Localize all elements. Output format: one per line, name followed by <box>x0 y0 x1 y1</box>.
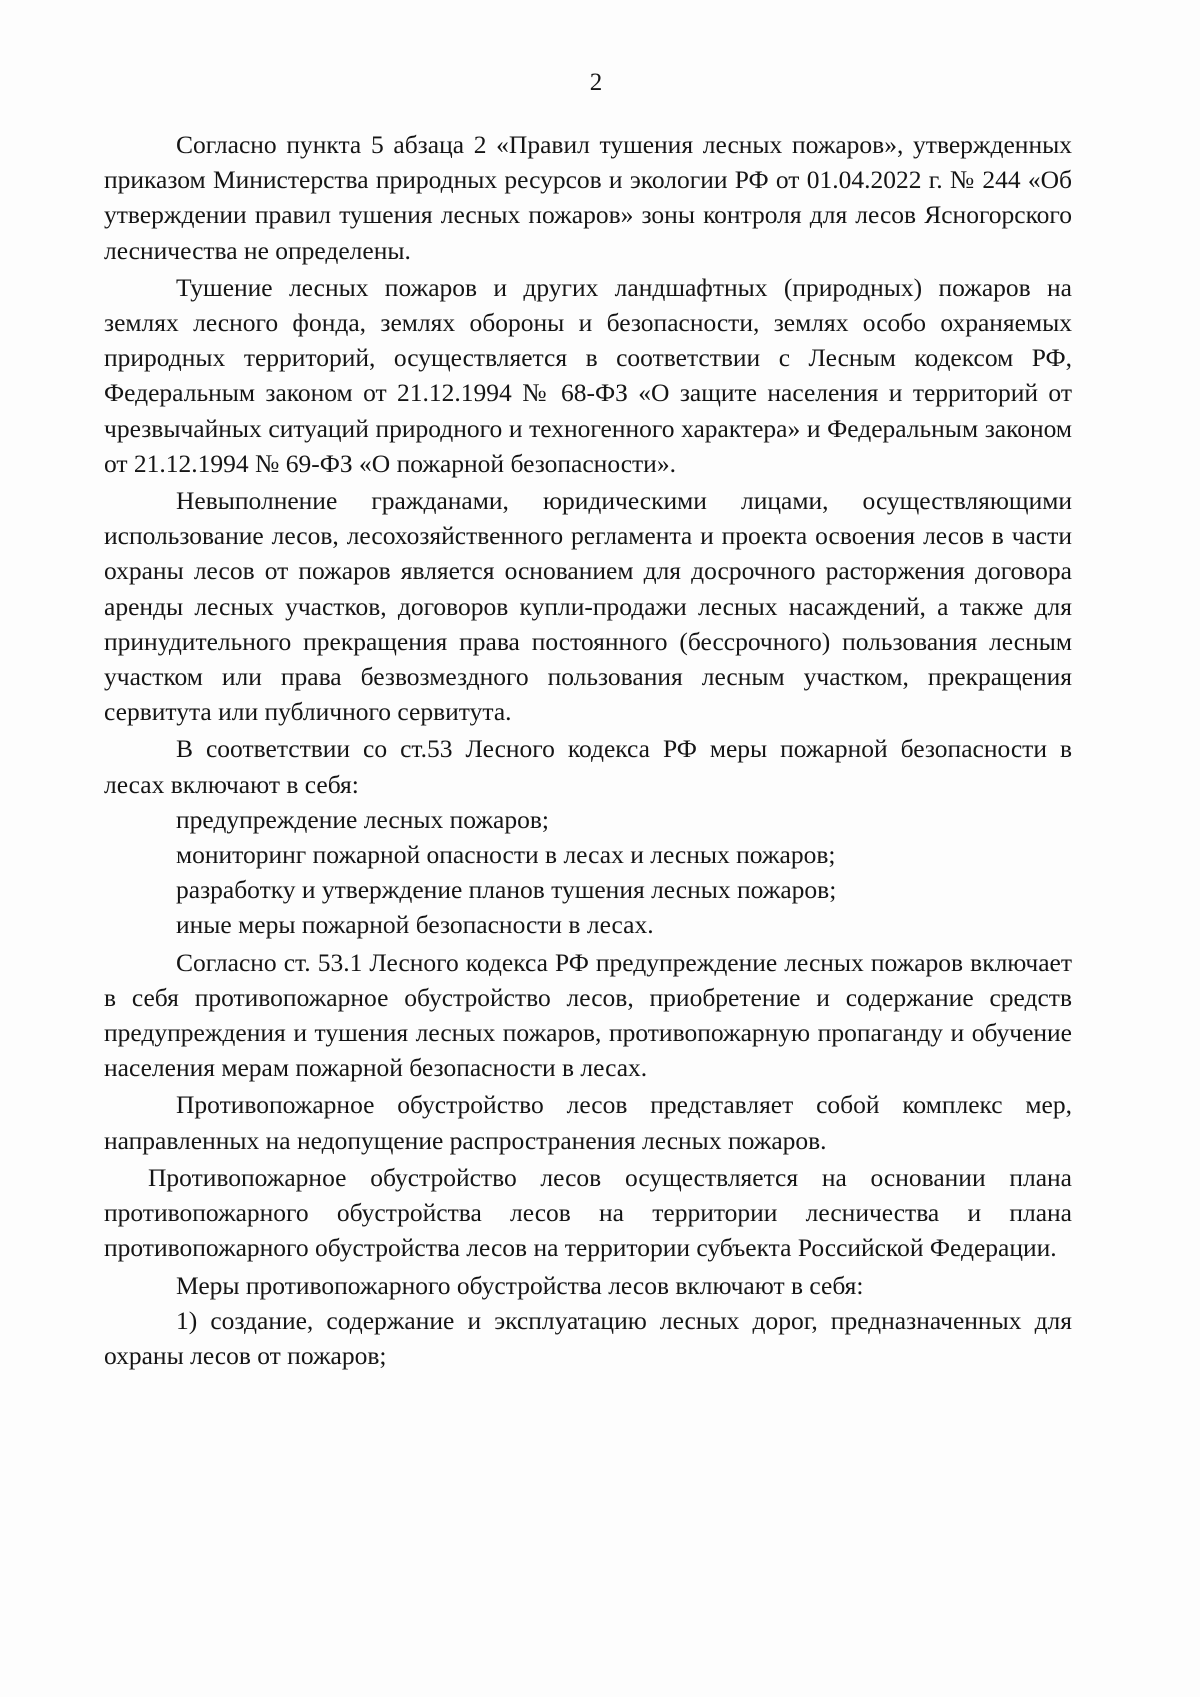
list-item-fire-monitoring: мониторинг пожарной опасности в лесах и лесных пожаров; <box>176 840 836 870</box>
paragraph-fire-arrangement-plans: Противопожарное обустройство лесов осуществляется на основании плана противопожарного обустройства лесов на территории лесничества и плана противопожарного обустройства лесов на территории субъекта Российской Федерации. <box>104 1162 1072 1263</box>
page-number: 2 <box>589 69 603 96</box>
list-item-other-measures: иные меры пожарной безопасности в лесах. <box>176 910 654 940</box>
paragraph-fire-arrangement-definition: Противопожарное обустройство лесов представляет собой комплекс мер, направленных на недопущение распространения лесных пожаров. <box>104 1090 1072 1155</box>
list-item-fire-prevention: предупреждение лесных пожаров; <box>176 804 549 834</box>
document-body <box>104 127 1072 1373</box>
paragraph-fire-safety-measures-intro: В соответствии со ст.53 Лесного кодекса РФ меры пожарной безопасности в лесах включают в себя: <box>104 734 1072 799</box>
paragraph-fire-extinguishing-legal-basis: Тушение лесных пожаров и других ландшафтных (природных) пожаров на землях лесного фонда, землях обороны и безопасности, землях особо охраняемых природных территорий, осуществляется в соответствии с Лесным кодексом РФ, Федеральным законом от 21.12.1994 № 68-ФЗ «О защите населения и территорий от чрезвычайных ситуаций природного и техногенного характера» и Федеральным законом от 21.12.1994 № 69-ФЗ «О пожарной безопасности». <box>104 272 1072 478</box>
list-item-extinguishing-plans: разработку и утверждение планов тушения лесных пожаров; <box>176 875 837 905</box>
paragraph-fire-prevention-scope: Согласно ст. 53.1 Лесного кодекса РФ предупреждение лесных пожаров включает в себя противопожарное обустройство лесов, приобретение и содержание средств предупреждения и тушения лесных пожаров, противопожарную пропаганду и обучение населения мерам пожарной безопасности в лесах. <box>104 947 1072 1083</box>
list-item-forest-roads: 1) создание, содержание и эксплуатацию лесных дорог, предназначенных для охраны лесов от пожаров; <box>104 1305 1072 1370</box>
paragraph-lease-termination-grounds: Невыполнение гражданами, юридическими лицами, осуществляющими использование лесов, лесохозяйственного регламента и проекта освоения лесов в части охраны лесов от пожаров является основанием для досрочного расторжения договора аренды лесных участков, договоров купли-продажи лесных насаждений, а также для принудительного прекращения права постоянного (бессрочного) пользования лесным участком или права безвозмездного пользования лесным участком, прекращения сервитута или публичного сервитута. <box>104 486 1072 727</box>
paragraph-fire-arrangement-measures-intro: Меры противопожарного обустройства лесов включают в себя: <box>176 1270 864 1300</box>
paragraph-fire-control-zones: Согласно пункта 5 абзаца 2 «Правил тушения лесных пожаров», утвержденных приказом Министерства природных ресурсов и экологии РФ от 01.04.2022 г. № 244 «Об утверждении правил тушения лесных пожаров» зоны контроля для лесов Ясногорского лесничества не определены. <box>104 130 1072 265</box>
